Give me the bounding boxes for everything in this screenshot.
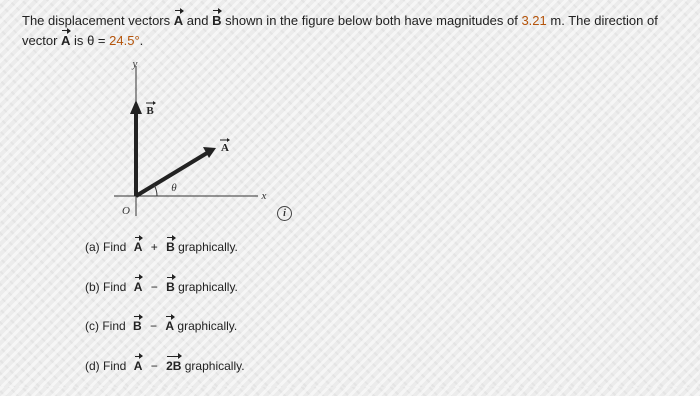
vector-b-label-arrowhead (153, 101, 156, 105)
part-d-label: (d) Find (85, 357, 126, 375)
part-a-suffix: graphically. (178, 240, 238, 254)
part-b-operator: − (151, 278, 158, 296)
vector-a-label: A (221, 142, 229, 154)
y-axis-label: y (132, 58, 138, 70)
vector-diagram (104, 58, 274, 220)
part-b-vector-1: A (134, 278, 143, 296)
problem-statement (22, 11, 682, 51)
part-d-operator: − (151, 357, 158, 375)
part-c-label: (c) Find (85, 317, 126, 335)
theta-symbol: θ (87, 33, 94, 48)
angle-value: 24.5° (109, 33, 140, 48)
part-a-operator: + (151, 238, 158, 256)
problem-text-1: The displacement vectors (22, 13, 170, 28)
part-a (85, 238, 245, 278)
question-parts (85, 238, 245, 396)
magnitude-value: 3.21 (521, 13, 546, 28)
theta-label: θ (171, 182, 177, 194)
part-c-suffix: graphically. (177, 319, 237, 333)
problem-text-3: The direction of vector (22, 13, 658, 48)
part-d-vector-1: A (134, 357, 143, 375)
vector-b-arrowhead (130, 100, 142, 114)
part-c (85, 317, 245, 357)
part-d-vector-2: 2B (166, 357, 181, 375)
problem-text-2: shown in the figure below both have magnitudes of (225, 13, 518, 28)
part-b-label: (b) Find (85, 278, 126, 296)
vector-a-symbol: A (174, 11, 183, 31)
part-a-vector-1: A (134, 238, 143, 256)
part-c-vector-1: B (133, 317, 142, 335)
part-b-suffix: graphically. (178, 280, 238, 294)
part-c-operator: − (150, 317, 157, 335)
equals-sign: = (98, 33, 106, 48)
info-icon[interactable]: i (277, 206, 292, 221)
vector-a-symbol-2: A (61, 31, 70, 51)
part-b (85, 278, 245, 318)
part-a-vector-2: B (166, 238, 175, 256)
part-b-vector-2: B (166, 278, 175, 296)
magnitude-unit: m. (550, 13, 564, 28)
part-d (85, 357, 245, 396)
theta-arc (154, 185, 157, 196)
vector-b-symbol: B (212, 11, 221, 31)
vector-b-label: B (146, 105, 154, 117)
part-a-label: (a) Find (85, 238, 126, 256)
period: . (140, 33, 144, 48)
x-axis-label: x (261, 190, 267, 202)
problem-text-4: is (74, 33, 83, 48)
problem-text-and: and (187, 13, 209, 28)
part-d-suffix: graphically. (185, 359, 245, 373)
part-c-vector-2: A (165, 317, 174, 335)
origin-label: O (122, 205, 130, 217)
